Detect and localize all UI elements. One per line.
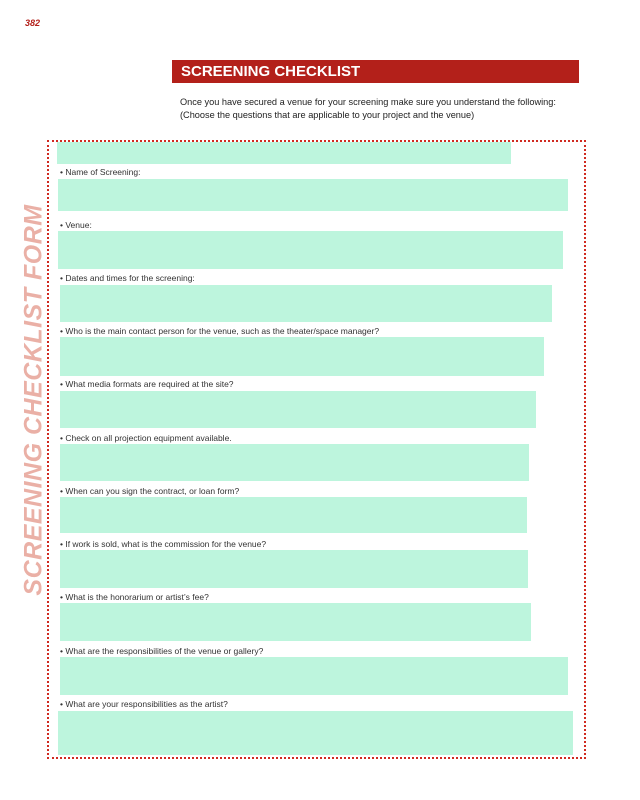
answer-field[interactable]	[58, 231, 563, 269]
answer-field[interactable]	[60, 603, 531, 641]
intro-line-1: Once you have secured a venue for your screening make sure you understand the following:	[180, 97, 556, 107]
intro-text	[180, 96, 590, 122]
answer-field[interactable]	[60, 444, 529, 481]
answer-field[interactable]	[60, 391, 536, 428]
question-label: • What media formats are required at the site?	[60, 379, 234, 389]
question-label: • Check on all projection equipment available.	[60, 433, 232, 443]
question-label: • If work is sold, what is the commission for the venue?	[60, 539, 267, 549]
answer-field[interactable]	[60, 337, 544, 376]
question-label: • When can you sign the contract, or loan form?	[60, 486, 240, 496]
question-label: • Name of Screening:	[60, 167, 141, 177]
answer-field[interactable]	[58, 179, 568, 211]
answer-field[interactable]	[60, 550, 528, 588]
question-label: • What is the honorarium or artist’s fee?	[60, 592, 209, 602]
side-title: SCREENING CHECKLIST FORM	[19, 204, 48, 596]
question-label: • Dates and times for the screening:	[60, 273, 195, 283]
answer-field[interactable]	[58, 711, 573, 755]
answer-field[interactable]	[60, 497, 527, 533]
question-label: • What are the responsibilities of the venue or gallery?	[60, 646, 264, 656]
answer-field[interactable]	[60, 285, 552, 322]
question-label: • What are your responsibilities as the artist?	[60, 699, 228, 709]
question-label: • Who is the main contact person for the venue, such as the theater/space manager?	[60, 326, 380, 336]
answer-field[interactable]	[60, 657, 568, 695]
question-label: • Venue:	[60, 220, 92, 230]
answer-field-top[interactable]	[57, 142, 511, 164]
intro-line-2: (Choose the questions that are applicable to your project and the venue)	[180, 110, 475, 120]
page-number: 382	[25, 18, 41, 28]
page-title: SCREENING CHECKLIST	[172, 60, 579, 83]
